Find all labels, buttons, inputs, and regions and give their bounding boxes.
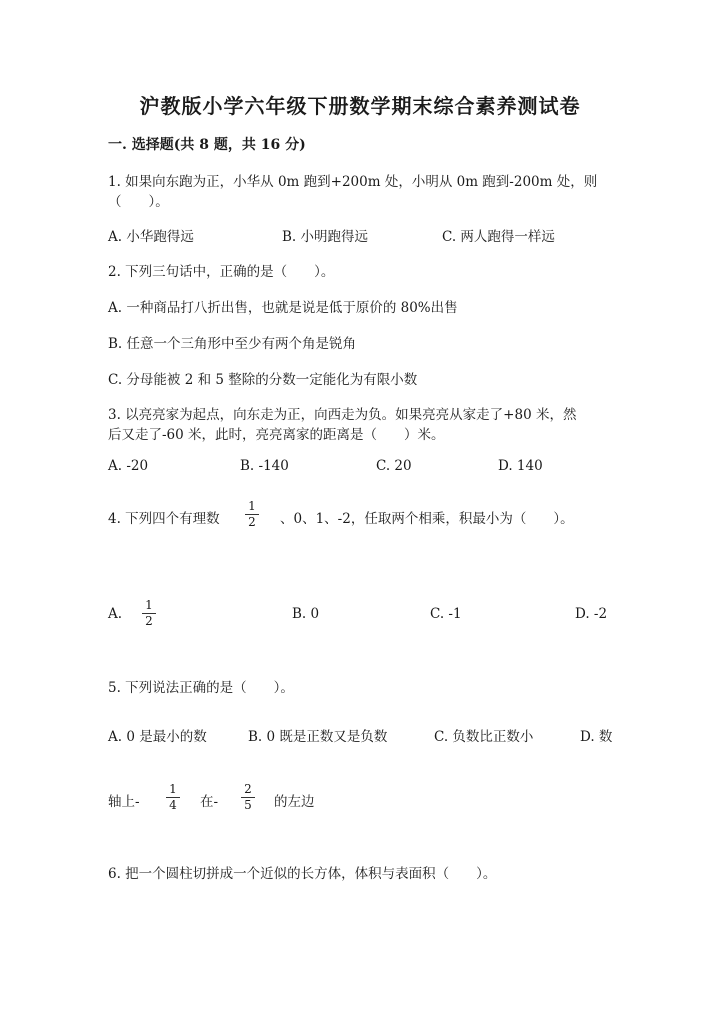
question-4-suffix: 、0、1、-2，任取两个相乘，积最小为（ ）。	[280, 511, 574, 527]
page-title: 沪教版小学六年级下册数学期末综合素养测试卷	[139, 94, 581, 118]
question-5-option-c: C. 负数比正数小	[434, 729, 534, 745]
question-5-option-d-line-part-3: 的左边	[274, 794, 315, 810]
question-5-option-d-line-part-1: 轴上-	[108, 794, 140, 810]
question-5-option-d-fraction-2	[241, 783, 255, 812]
question-5-option-d: D. 数	[580, 729, 613, 745]
question-1-option-c: C. 两人跑得一样远	[442, 229, 555, 245]
section-heading: 一. 选择题(共 8 题，共 16 分)	[108, 137, 306, 153]
fraction-numerator: 2	[244, 782, 252, 796]
question-5-option-a: A. 0 是最小的数	[108, 729, 207, 745]
question-4-option-c: C. -1	[430, 606, 462, 622]
fraction-numerator: 1	[248, 499, 256, 513]
question-4-option-d: D. -2	[575, 606, 608, 622]
question-3-line-2: 后又走了-60 米，此时，亮亮离家的距离是（ ）米。	[108, 427, 445, 443]
question-1-line-1: 1. 如果向东跑为正，小华从 0m 跑到+200m 处，小明从 0m 跑到-200m 处，则	[108, 174, 598, 190]
question-5-option-b: B. 0 既是正数又是负数	[248, 729, 388, 745]
question-2-option-a: A. 一种商品打八折出售，也就是说是低于原价的 80%出售	[108, 300, 458, 316]
question-4-fraction	[245, 500, 259, 529]
question-3-line-1: 3. 以亮亮家为起点，向东走为正，向西走为负。如果亮亮从家走了+80 米，然	[108, 407, 577, 423]
fraction-denominator: 5	[244, 798, 252, 812]
fraction-denominator: 2	[248, 515, 256, 529]
question-2-option-c: C. 分母能被 2 和 5 整除的分数一定能化为有限小数	[108, 372, 418, 388]
question-5-option-d-line-part-2: 在-	[200, 794, 219, 810]
question-3-option-a: A. -20	[108, 458, 149, 474]
question-4-option-a-label: A.	[108, 606, 123, 622]
question-3-option-d: D. 140	[498, 458, 543, 474]
question-5-option-d-fraction-1	[166, 783, 180, 812]
question-3-option-c: C. 20	[376, 458, 412, 474]
fraction-denominator: 4	[169, 798, 177, 812]
fraction-numerator: 1	[145, 598, 153, 612]
question-3-option-b: B. -140	[240, 458, 289, 474]
fraction-numerator: 1	[169, 782, 177, 796]
question-4-option-b: B. 0	[292, 606, 320, 622]
question-4-prefix: 4. 下列四个有理数	[108, 511, 220, 527]
question-2-text: 2. 下列三句话中，正确的是（ ）。	[108, 264, 335, 280]
question-6-text: 6. 把一个圆柱切拼成一个近似的长方体，体积与表面积（ ）。	[108, 866, 497, 882]
question-5-text: 5. 下列说法正确的是（ ）。	[108, 680, 294, 696]
question-2-option-b: B. 任意一个三角形中至少有两个角是锐角	[108, 336, 357, 352]
question-1-option-a: A. 小华跑得远	[108, 229, 194, 245]
fraction-denominator: 2	[145, 614, 153, 628]
question-4-option-a-fraction	[142, 599, 156, 628]
question-1-line-2: （ ）。	[108, 194, 169, 210]
question-1-option-b: B. 小明跑得远	[282, 229, 369, 245]
